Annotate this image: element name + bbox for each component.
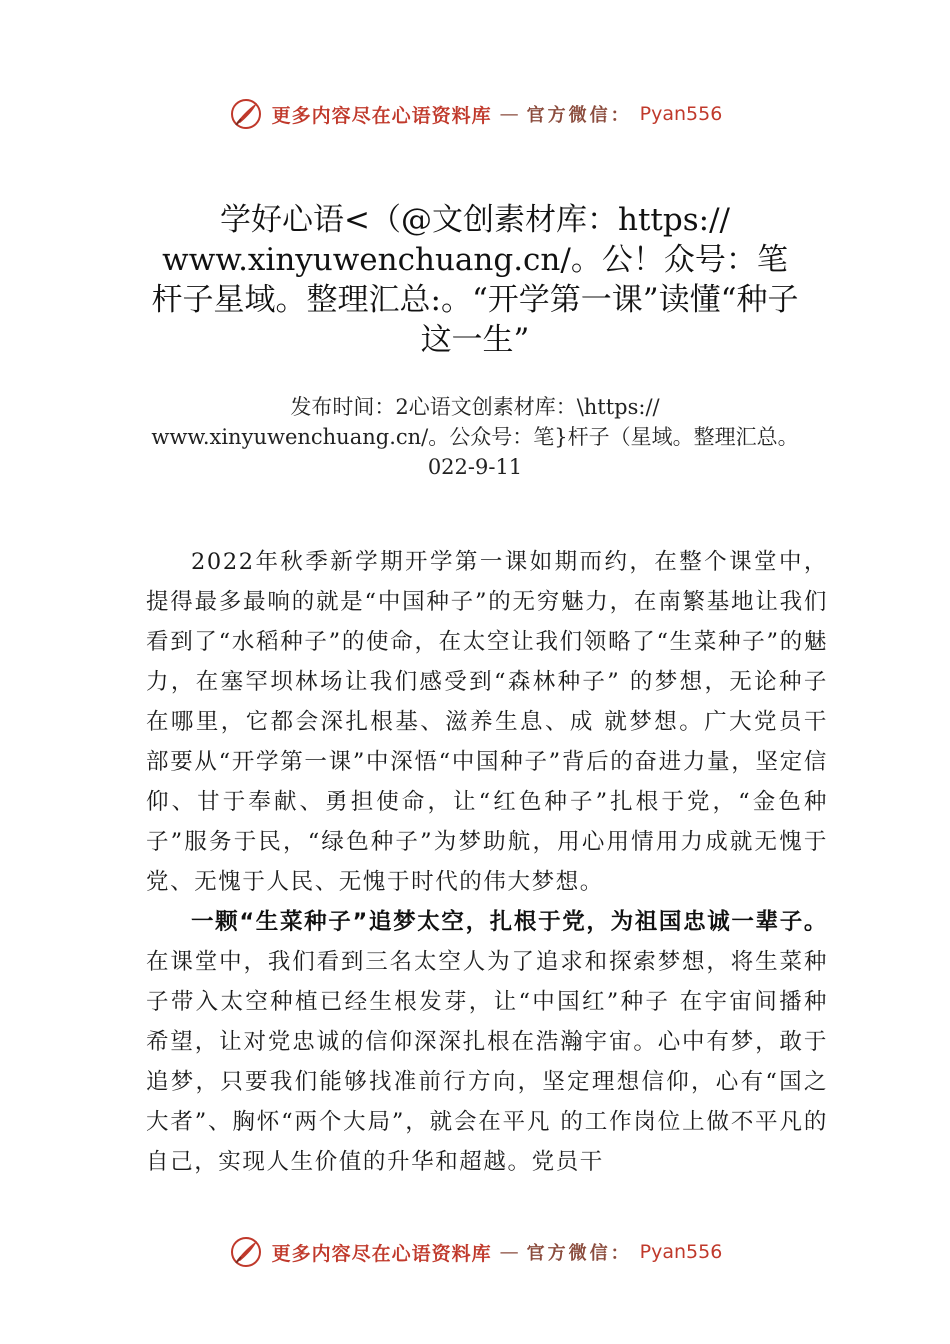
footer-banner: [0, 1230, 950, 1274]
banner-main-text: 更多内容尽在心语资料库: [271, 1242, 492, 1265]
banner-wechat-id: Pyan556: [639, 1241, 723, 1263]
banner-wechat-label: 官方微信：: [526, 105, 632, 126]
section-heading: 一颗“生菜种子”追梦太空，扎根于党，为祖国忠诚一辈子。: [191, 909, 828, 935]
banner-wechat-id: Pyan556: [639, 103, 723, 125]
header-banner: [0, 92, 950, 136]
quill-pen-logo-icon: [228, 1234, 264, 1270]
quill-pen-logo-icon: [228, 96, 264, 132]
banner-main-text: 更多内容尽在心语资料库: [271, 104, 492, 127]
paragraph-intro: 2022年秋季新学期开学第一课如期而约，在整个课堂中，提得最多最响的就是“中国种子”的无穷魅力，在南繁基地让我们看到了“水稻种子”的使命，在太空让我们领略了“生菜种子”的魅力，在塞罕坝林场让我们感受到“森林种子” 的梦想，无论种子在哪里，它都会深扎根基、滋养生息、成 就梦想。广大党员干部要从“开学第一课”中深悟“中国种子”背后的奋进力量，坚定信仰、甘于奉献、勇担使命，让“红色种子”扎根于党，“金色种子”服务于民，“绿色种子”为梦助航，用心用情用力成就无愧于党、无愧于人民、无愧于时代的伟大梦想。: [146, 549, 828, 895]
banner-separator: —: [499, 1241, 519, 1263]
article-title: 学好心语<（@文创素材库：https:// www.xinyuwenchuang.cn/。公！众号：笔杆子星域。整理汇总:。“开学第一课”读懂“种子这一生”: [151, 202, 799, 358]
paragraph-section-one: [146, 902, 828, 1182]
banner-wechat-label: 官方微信：: [526, 1243, 632, 1264]
article-body: [146, 542, 828, 1182]
banner-separator: —: [499, 103, 519, 125]
section-body: 在课堂中，我们看到三名太空人为了追求和探索梦想，将生菜种子带入太空种植已经生根发芽，让“中国红”种子 在宇宙间播种希望，让对党忠诚的信仰深深扎根在浩瀚宇宙。心中有梦，敢于追梦，只要我们能够找准前行方向，坚定理想信仰，心有“国之大者”、胸怀“两个大局”，就会在平凡 的工作岗位上做不平凡的自己，实现人生价值的升华和超越。党员干: [146, 949, 828, 1175]
publish-meta: 发布时间：2心语文创素材库：\https:// www.xinyuwenchuang.cn/。公众号：笔}杆子（星域。整理汇总。022-9-11: [151, 395, 799, 479]
